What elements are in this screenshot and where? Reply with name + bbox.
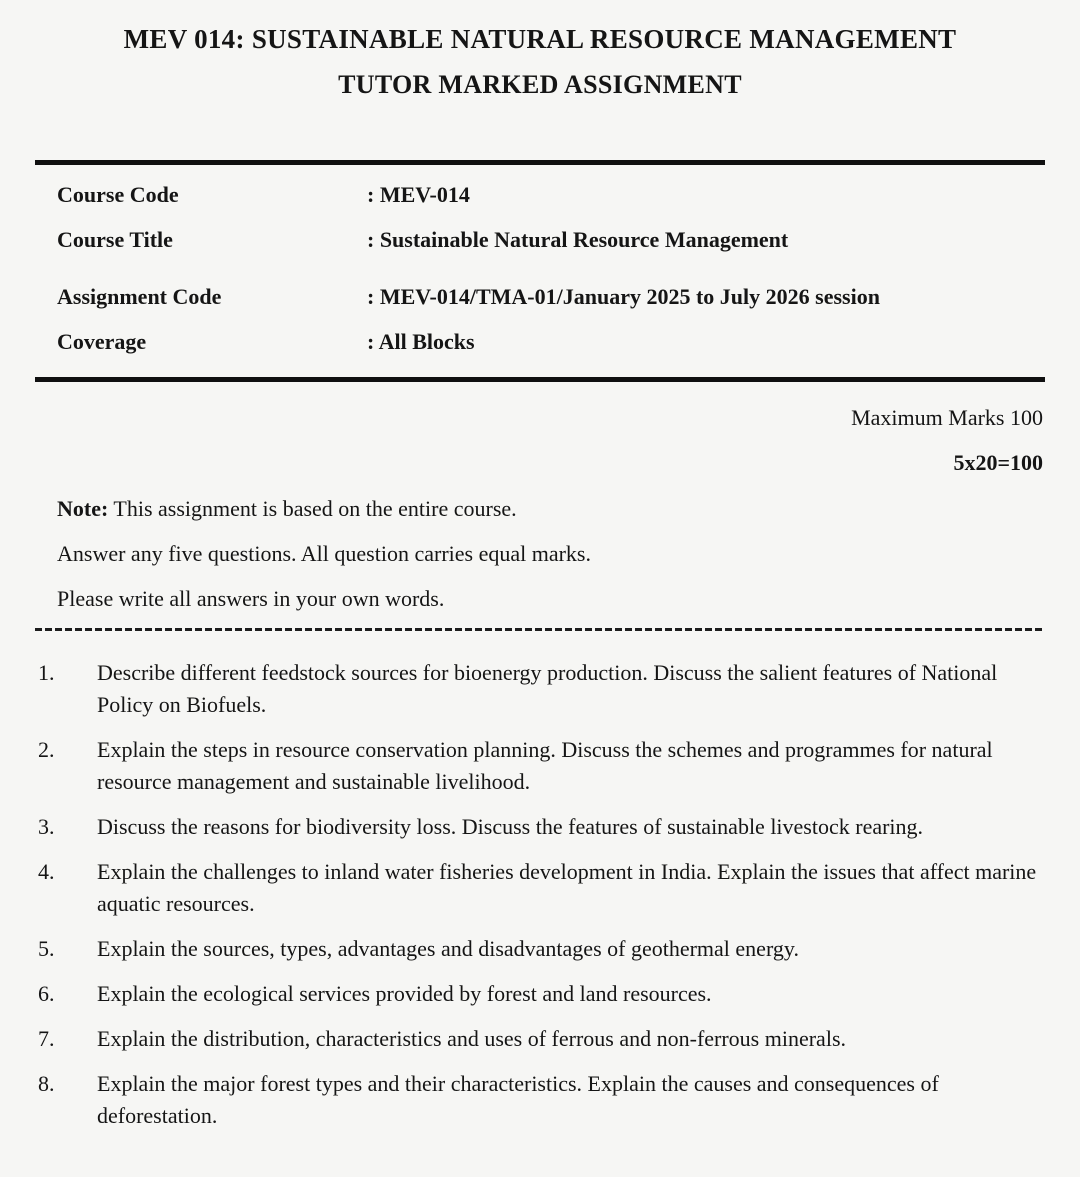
- question-6-number: 6.: [38, 981, 55, 1006]
- question-row-4: [35, 856, 1045, 920]
- assignment-type-heading: TUTOR MARKED ASSIGNMENT: [338, 70, 742, 99]
- question-5-text: Explain the sources, types, advantages and disadvantages of geothermal energy.: [97, 936, 799, 961]
- assignment-code-label: Assignment Code: [57, 284, 222, 309]
- note-line-1: [57, 493, 1045, 525]
- question-3-number: 3.: [38, 814, 55, 839]
- question-8-number: 8.: [38, 1071, 55, 1096]
- question-row-6: [35, 978, 1045, 1010]
- assignment-code-value: : MEV-014/TMA-01/January 2025 to July 2026 session: [367, 284, 880, 309]
- course-code-value: : MEV-014: [367, 182, 470, 207]
- question-1-text: Describe different feedstock sources for bioenergy production. Discuss the salient features of National Policy on Biofuels.: [97, 660, 998, 717]
- marks-section: [35, 402, 1045, 479]
- question-row-5: [35, 933, 1045, 965]
- info-row-course-code: [35, 179, 1045, 211]
- marks-breakdown-text: 5x20=100: [953, 450, 1043, 475]
- info-row-assignment-code: [35, 281, 1045, 313]
- course-info-table: [35, 160, 1045, 382]
- dashed-separator: [35, 628, 1045, 631]
- question-3-text: Discuss the reasons for biodiversity loss. Discuss the features of sustainable livestock rearing.: [97, 814, 924, 839]
- note-line-3: Please write all answers in your own words.: [57, 586, 445, 611]
- assignment-document: [35, 22, 1045, 1132]
- question-row-3: [35, 811, 1045, 843]
- question-2-number: 2.: [38, 737, 55, 762]
- question-7-text: Explain the distribution, characteristics and uses of ferrous and non-ferrous minerals.: [97, 1026, 846, 1051]
- question-2-text: Explain the steps in resource conservation planning. Discuss the schemes and programmes for natural resource management and sustainable livelihood.: [97, 737, 993, 794]
- course-code-label: Course Code: [57, 182, 179, 207]
- question-4-text: Explain the challenges to inland water fisheries development in India. Explain the issues that affect marine aquatic resources.: [97, 859, 1037, 916]
- question-row-7: [35, 1023, 1045, 1055]
- questions-list: [35, 657, 1045, 1132]
- question-6-text: Explain the ecological services provided by forest and land resources.: [97, 981, 712, 1006]
- info-row-coverage: [35, 326, 1045, 358]
- question-row-2: [35, 734, 1045, 798]
- info-row-course-title: [35, 224, 1045, 256]
- course-title-heading: MEV 014: SUSTAINABLE NATURAL RESOURCE MANAGEMENT: [123, 24, 957, 54]
- note-line-1-text: This assignment is based on the entire course.: [108, 496, 517, 521]
- question-row-8: [35, 1068, 1045, 1132]
- course-title-label: Course Title: [57, 227, 173, 252]
- question-5-number: 5.: [38, 936, 55, 961]
- maximum-marks-text: Maximum Marks 100: [851, 405, 1043, 430]
- coverage-value: : All Blocks: [367, 329, 475, 354]
- question-7-number: 7.: [38, 1026, 55, 1051]
- note-label: Note:: [57, 496, 109, 521]
- question-row-1: [35, 657, 1045, 721]
- note-section: [35, 493, 1045, 615]
- note-line-2: Answer any five questions. All question carries equal marks.: [57, 541, 591, 566]
- document-header: [35, 22, 1045, 102]
- question-1-number: 1.: [38, 660, 55, 685]
- course-title-value: : Sustainable Natural Resource Management: [367, 227, 789, 252]
- coverage-label: Coverage: [57, 329, 147, 354]
- question-4-number: 4.: [38, 859, 55, 884]
- question-8-text: Explain the major forest types and their characteristics. Explain the causes and consequences of deforestation.: [97, 1071, 939, 1128]
